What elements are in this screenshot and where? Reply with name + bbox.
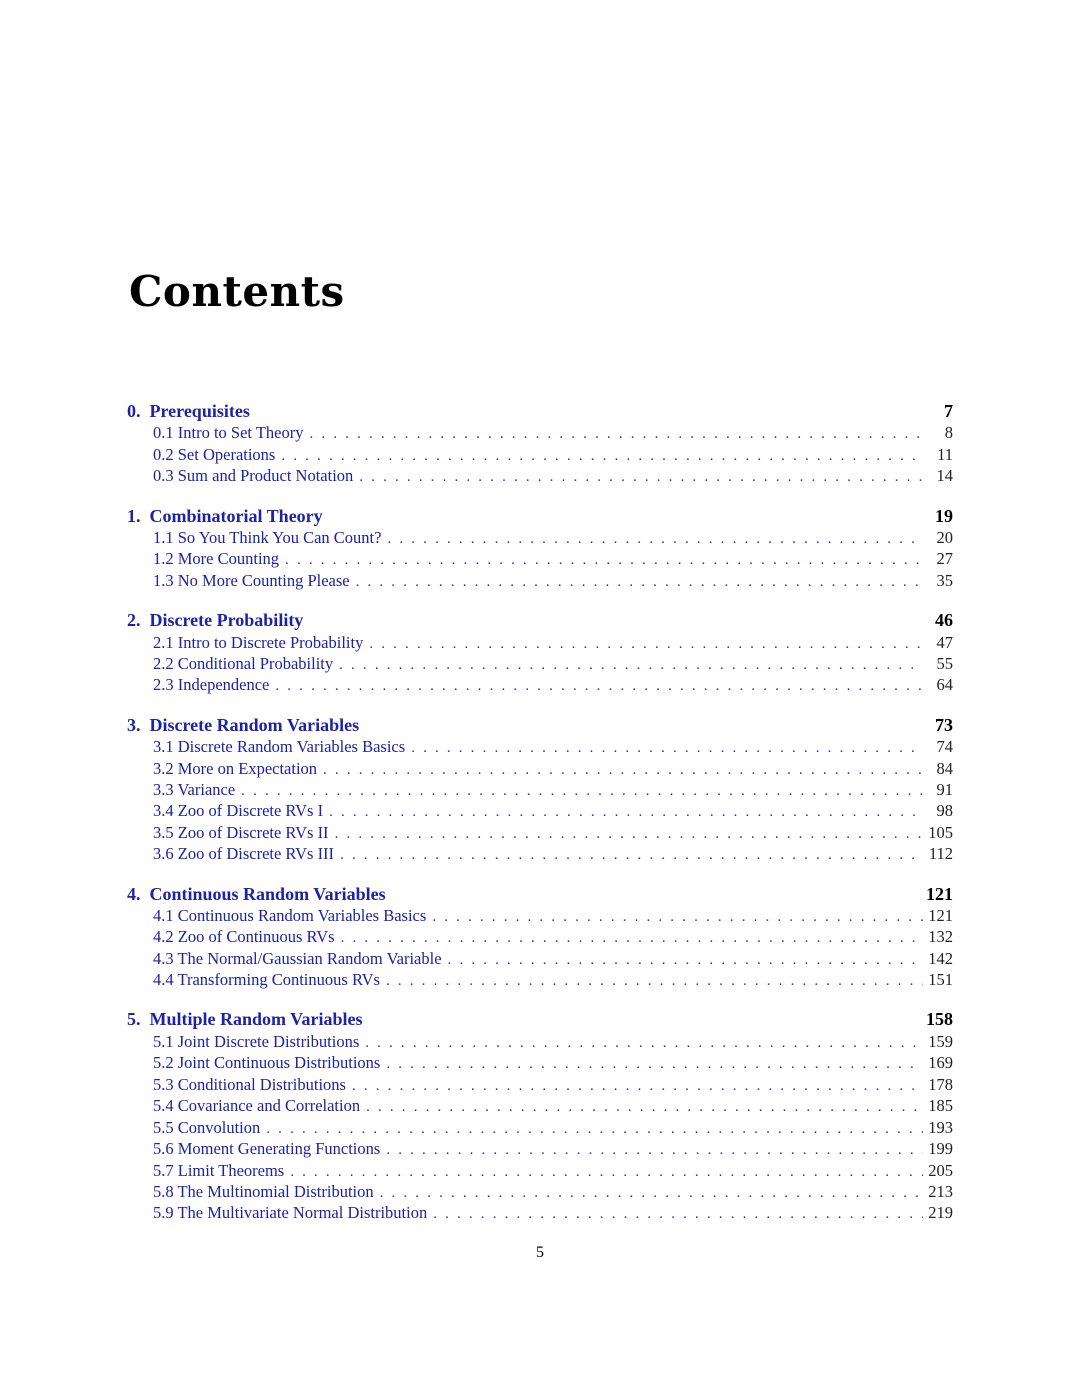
section-title[interactable]: 5.9 The Multivariate Normal Distribution bbox=[153, 1203, 428, 1223]
toc-section-entry[interactable] bbox=[127, 1031, 953, 1052]
toc-section-entry[interactable] bbox=[127, 800, 953, 821]
dot-leader bbox=[339, 655, 923, 676]
chapter-number: 2. bbox=[127, 610, 141, 631]
section-page-number[interactable]: 55 bbox=[936, 653, 953, 673]
dot-leader bbox=[356, 572, 923, 593]
toc-section-entry[interactable] bbox=[127, 779, 953, 800]
section-title[interactable]: 5.7 Limit Theorems bbox=[153, 1160, 285, 1180]
toc-section-entry[interactable] bbox=[127, 1138, 953, 1159]
section-page-number[interactable]: 27 bbox=[936, 549, 953, 569]
section-page-number[interactable]: 64 bbox=[936, 675, 953, 695]
chapter-page-number[interactable]: 7 bbox=[944, 401, 953, 421]
toc-chapter-entry[interactable] bbox=[127, 715, 953, 736]
chapter-number: 3. bbox=[127, 714, 141, 735]
dot-leader bbox=[366, 1097, 923, 1118]
section-title[interactable]: 2.1 Intro to Discrete Probability bbox=[153, 632, 364, 652]
section-title[interactable]: 5.4 Covariance and Correlation bbox=[153, 1096, 361, 1116]
toc-chapter bbox=[127, 1009, 953, 1223]
section-title[interactable]: 0.1 Intro to Set Theory bbox=[153, 423, 304, 443]
toc-section-entry[interactable] bbox=[127, 422, 953, 443]
toc-chapter bbox=[127, 401, 953, 487]
toc-section-entry[interactable] bbox=[127, 632, 953, 653]
page-title: Contents bbox=[129, 267, 345, 316]
dot-leader bbox=[369, 634, 923, 655]
dot-leader bbox=[309, 424, 923, 445]
section-page-number[interactable]: 84 bbox=[936, 758, 953, 778]
section-title[interactable]: 4.1 Continuous Random Variables Basics bbox=[153, 905, 427, 925]
section-page-number[interactable]: 47 bbox=[936, 632, 953, 652]
chapter-page-number[interactable]: 158 bbox=[926, 1009, 953, 1030]
section-page-number[interactable]: 159 bbox=[928, 1031, 953, 1051]
section-title[interactable]: 3.4 Zoo of Discrete RVs I bbox=[153, 801, 324, 821]
chapter-number: 1. bbox=[127, 505, 141, 526]
section-title[interactable]: 5.2 Joint Continuous Distributions bbox=[153, 1053, 381, 1073]
dot-leader bbox=[341, 928, 923, 949]
section-page-number[interactable]: 74 bbox=[936, 737, 953, 757]
section-title[interactable]: 0.2 Set Operations bbox=[153, 444, 276, 464]
section-title[interactable]: 0.3 Sum and Product Notation bbox=[153, 466, 354, 486]
section-page-number[interactable]: 205 bbox=[928, 1160, 953, 1180]
toc-section-entry[interactable] bbox=[127, 822, 953, 843]
chapter-number: 5. bbox=[127, 1009, 141, 1030]
table-of-contents bbox=[127, 401, 953, 1243]
toc-section-entry[interactable] bbox=[127, 843, 953, 864]
chapter-page-number[interactable]: 19 bbox=[935, 505, 953, 526]
toc-chapter-entry[interactable] bbox=[127, 884, 953, 905]
dot-leader bbox=[387, 529, 923, 550]
toc-section-entry[interactable] bbox=[127, 548, 953, 569]
toc-section-entry[interactable] bbox=[127, 926, 953, 947]
section-title[interactable]: 5.3 Conditional Distributions bbox=[153, 1074, 346, 1094]
dot-leader bbox=[433, 1204, 923, 1225]
section-page-number[interactable]: 185 bbox=[928, 1096, 953, 1116]
section-page-number[interactable]: 213 bbox=[928, 1181, 953, 1201]
toc-section-entry[interactable] bbox=[127, 1202, 953, 1223]
dot-leader bbox=[340, 845, 923, 866]
chapter-title[interactable]: Prerequisites bbox=[149, 401, 250, 421]
dot-leader bbox=[386, 1140, 923, 1161]
toc-section-entry[interactable] bbox=[127, 465, 953, 486]
dot-leader bbox=[411, 738, 923, 759]
chapter-number: 0. bbox=[127, 401, 141, 421]
dot-leader bbox=[386, 971, 923, 992]
chapter-title[interactable]: Discrete Probability bbox=[149, 610, 304, 631]
dot-leader bbox=[266, 1119, 923, 1140]
dot-leader bbox=[290, 1162, 923, 1183]
toc-section-entry[interactable] bbox=[127, 570, 953, 591]
section-title[interactable]: 2.3 Independence bbox=[153, 675, 270, 695]
section-title[interactable]: 1.1 So You Think You Can Count? bbox=[153, 527, 382, 547]
toc-section-entry[interactable] bbox=[127, 1074, 953, 1095]
section-page-number[interactable]: 98 bbox=[936, 801, 953, 821]
section-title[interactable]: 4.4 Transforming Continuous RVs bbox=[153, 970, 380, 990]
section-title[interactable]: 2.2 Conditional Probability bbox=[153, 653, 334, 673]
section-page-number[interactable]: 91 bbox=[936, 779, 953, 799]
chapter-title[interactable]: Discrete Random Variables bbox=[149, 714, 360, 735]
toc-chapter bbox=[127, 506, 953, 592]
chapter-page-number[interactable]: 121 bbox=[926, 883, 953, 904]
section-page-number[interactable]: 112 bbox=[928, 844, 953, 864]
toc-chapter-entry[interactable] bbox=[127, 1009, 953, 1030]
dot-leader bbox=[352, 1076, 923, 1097]
section-page-number[interactable]: 151 bbox=[928, 970, 953, 990]
toc-section-entry[interactable] bbox=[127, 1160, 953, 1181]
toc-section-entry[interactable] bbox=[127, 1052, 953, 1073]
toc-section-entry[interactable] bbox=[127, 905, 953, 926]
chapter-page-number[interactable]: 73 bbox=[935, 714, 953, 735]
toc-section-entry[interactable] bbox=[127, 969, 953, 990]
section-title[interactable]: 3.1 Discrete Random Variables Basics bbox=[153, 737, 406, 757]
section-page-number[interactable]: 193 bbox=[928, 1117, 953, 1137]
section-page-number[interactable]: 105 bbox=[928, 822, 953, 842]
page-number: 5 bbox=[536, 1244, 544, 1261]
chapter-page-number[interactable]: 46 bbox=[935, 610, 953, 631]
chapter-title[interactable]: Continuous Random Variables bbox=[149, 883, 386, 904]
section-title[interactable]: 5.8 The Multinomial Distribution bbox=[153, 1181, 374, 1201]
section-page-number[interactable]: 35 bbox=[936, 570, 953, 590]
toc-section-entry[interactable] bbox=[127, 948, 953, 969]
toc-section-entry[interactable] bbox=[127, 653, 953, 674]
dot-leader bbox=[359, 467, 923, 488]
section-page-number[interactable]: 219 bbox=[928, 1203, 953, 1223]
section-title[interactable]: 1.2 More Counting bbox=[153, 549, 280, 569]
section-title[interactable]: 5.1 Joint Discrete Distributions bbox=[153, 1031, 360, 1051]
dot-leader bbox=[380, 1183, 923, 1204]
section-title[interactable]: 3.2 More on Expectation bbox=[153, 758, 318, 778]
section-page-number[interactable]: 132 bbox=[928, 927, 953, 947]
section-page-number[interactable]: 178 bbox=[928, 1074, 953, 1094]
section-page-number[interactable]: 8 bbox=[944, 423, 953, 443]
chapter-title[interactable]: Multiple Random Variables bbox=[149, 1009, 363, 1030]
dot-leader bbox=[329, 802, 923, 823]
section-title[interactable]: 5.5 Convolution bbox=[153, 1117, 261, 1137]
chapter-title[interactable]: Combinatorial Theory bbox=[149, 505, 323, 526]
section-page-number[interactable]: 121 bbox=[928, 905, 953, 925]
section-title[interactable]: 4.2 Zoo of Continuous RVs bbox=[153, 927, 335, 947]
section-title[interactable]: 1.3 No More Counting Please bbox=[153, 570, 350, 590]
dot-leader bbox=[386, 1054, 923, 1075]
toc-chapter bbox=[127, 715, 953, 865]
section-page-number[interactable]: 14 bbox=[936, 466, 953, 486]
section-page-number[interactable]: 20 bbox=[936, 527, 953, 547]
toc-section-entry[interactable] bbox=[127, 736, 953, 757]
chapter-number: 4. bbox=[127, 883, 141, 904]
toc-chapter-entry[interactable] bbox=[127, 506, 953, 527]
section-page-number[interactable]: 199 bbox=[928, 1139, 953, 1159]
dot-leader bbox=[432, 907, 923, 928]
dot-leader bbox=[448, 950, 923, 971]
dot-leader bbox=[285, 550, 923, 571]
section-title[interactable]: 4.3 The Normal/Gaussian Random Variable bbox=[153, 948, 442, 968]
section-title[interactable]: 3.5 Zoo of Discrete RVs II bbox=[153, 822, 329, 842]
dot-leader bbox=[335, 824, 923, 845]
section-page-number[interactable]: 169 bbox=[928, 1053, 953, 1073]
section-title[interactable]: 5.6 Moment Generating Functions bbox=[153, 1139, 381, 1159]
toc-section-entry[interactable] bbox=[127, 1181, 953, 1202]
toc-chapter bbox=[127, 610, 953, 696]
dot-leader bbox=[365, 1033, 923, 1054]
dot-leader bbox=[281, 446, 923, 467]
dot-leader bbox=[241, 781, 923, 802]
toc-section-entry[interactable] bbox=[127, 1095, 953, 1116]
dot-leader bbox=[275, 676, 923, 697]
section-title[interactable]: 3.3 Variance bbox=[153, 779, 236, 799]
toc-section-entry[interactable] bbox=[127, 1117, 953, 1138]
section-page-number[interactable]: 142 bbox=[928, 948, 953, 968]
toc-section-entry[interactable] bbox=[127, 674, 953, 695]
toc-section-entry[interactable] bbox=[127, 758, 953, 779]
section-page-number[interactable]: 11 bbox=[937, 444, 953, 464]
toc-chapter-entry[interactable] bbox=[127, 401, 953, 422]
toc-section-entry[interactable] bbox=[127, 444, 953, 465]
toc-chapter bbox=[127, 884, 953, 991]
toc-section-entry[interactable] bbox=[127, 527, 953, 548]
dot-leader bbox=[323, 760, 923, 781]
toc-chapter-entry[interactable] bbox=[127, 610, 953, 631]
section-title[interactable]: 3.6 Zoo of Discrete RVs III bbox=[153, 844, 335, 864]
